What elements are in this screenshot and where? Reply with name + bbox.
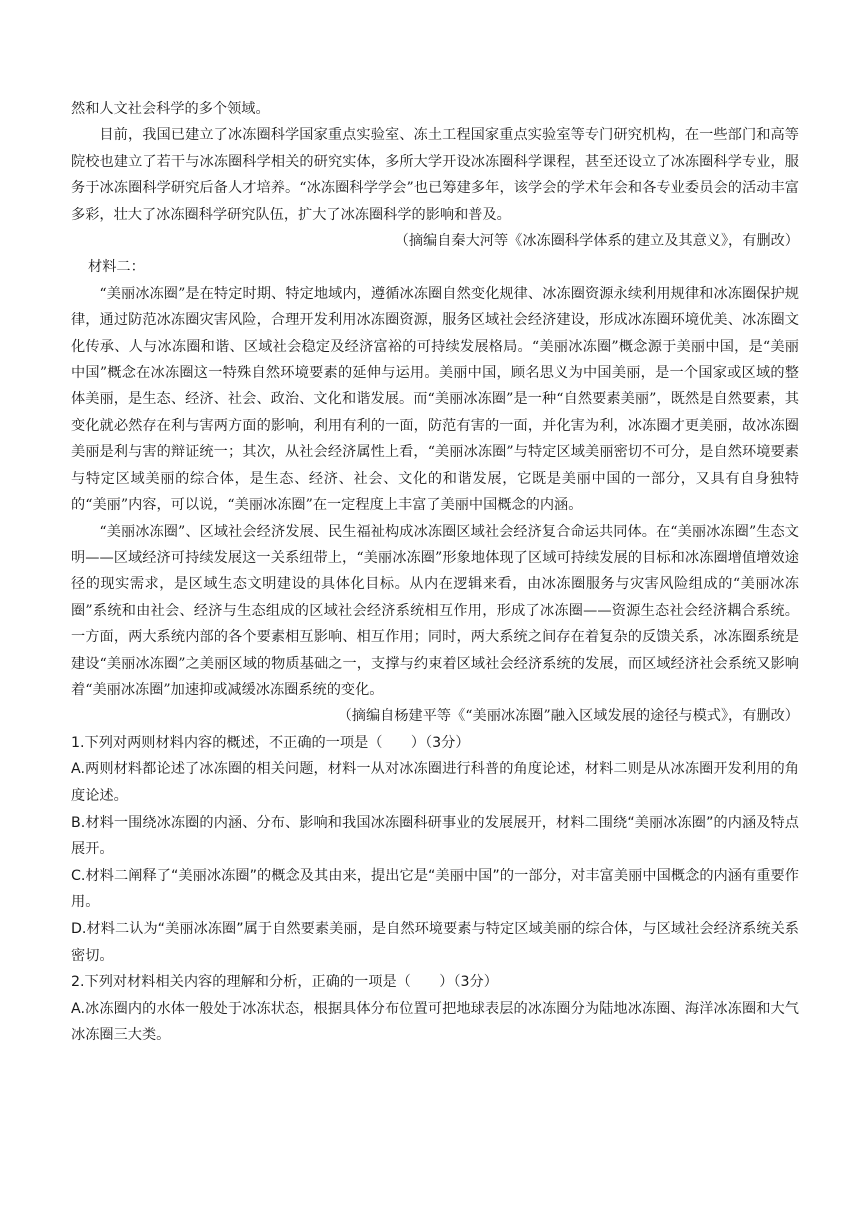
material-one-paragraph-end: 然和人文社会科学的多个领域。 [71, 101, 270, 117]
material-two-heading: 材料二： [88, 259, 145, 276]
question-1-option-d: D.材料二认为“美丽冰冻圈”属于自然要素美丽，是自然环境要素与特定区域美丽的综合体，与区域社会经济系统关系密切。 [71, 920, 799, 964]
question-2-option-a: A.冰冻圈内的水体一般处于冰冻状态，根据具体分布位置可把地球表层的冰冻圈分为陆地冰冻圈、海洋冰冻圈和大气冰冻圈三大类。 [71, 1000, 799, 1044]
question-1-option-b: B.材料一围绕冰冻圈的内涵、分布、影响和我国冰冻圈科研事业的发展展开，材料二围绕“美丽冰冻圈”的内涵及特点展开。 [71, 814, 799, 858]
material-one-source: （摘编自秦大河等《冰冻圈科学体系的建立及其意义》，有删改） [394, 233, 799, 250]
material-one-paragraph-2: 目前，我国已建立了冰冻圈科学国家重点实验室、冻土工程国家重点实验室等专门研究机构，在一些部门和高等院校也建立了若干与冰冻圈科学相关的研究实体，多所大学开设冰冻圈科学课程，甚至还设立了冰冻圈科学专业，服务于冰冻圈科学研究后备人才培养。“冰冻圈科学学会”也已筹建多年，该学会的学术年会和各专业委员会的活动丰富多彩，壮大了冰冻圈科学研究队伍，扩大了冰冻圈科学的影响和普及。 [71, 127, 799, 223]
question-2-stem: 2.下列对材料相关内容的理解和分析，正确的一项是（ ）（3分） [71, 974, 498, 991]
question-1-option-a: A.两则材料都论述了冰冻圈的相关问题，材料一从对冰冻圈进行科普的角度论述，材料二则是从冰冻圈开发利用的角度论述。 [71, 761, 799, 804]
material-two-paragraph-2: “美丽冰冻圈”、区域社会经济发展、民生福祉构成冰冻圈区域社会经济复合命运共同体。在“美丽冰冻圈”生态文明——区域经济可持续发展这一关系纽带上，“美丽冰冻圈”形象地体现了区域可持续发展的目标和冰冻圈增值增效途径的现实需求，是区域生态文明建设的具体化目标。从内在逻辑来看，由冰冻圈服务与灾害风险组成的“美丽冰冻圈”系统和由社会、经济与生态组成的区域社会经济系统相互作用，形成了冰冻圈——资源生态社会经济耦合系统。一方面，两大系统内部的各个要素相互影响、相互作用；同时，两大系统之间存在着复杂的反馈关系，冰冻圈系统是建设“美丽冰冻圈”之美丽区域的物质基础之一，支撑与约束着区域社会经济系统的发展，而区域经济社会系统又影响着“美丽冰冻圈”加速抑或减缓冰冻圈系统的变化。 [71, 523, 799, 698]
material-two-paragraph-1: “美丽冰冻圈”是在特定时期、特定地域内，遵循冰冻圈自然变化规律、冰冻圈资源永续利用规律和冰冻圈保护规律，通过防范冰冻圈灾害风险，合理开发利用冰冻圈资源，服务区域社会经济建设，形成冰冻圈环境优美、冰冻圈文化传承、人与冰冻圈和谐、区域社会稳定及经济富裕的可持续发展格局。“美丽冰冻圈”概念源于美丽中国，是“美丽中国”概念在冰冻圈这一特殊自然环境要素的延伸与运用。美丽中国，顾名思义为中国美丽，是一个国家或区域的整体美丽，是生态、经济、社会、政治、文化和谐发展。而“美丽冰冻圈”是一种“自然要素美丽”，既然是自然要素，其变化就必然存在利与害两方面的影响，利用有利的一面，防范有害的一面，并化害为利，冰冻圈才更美丽，故冰冻圈美丽是利与害的辩证统一；其次，从社会经济属性上看，“美丽冰冻圈”与特定区域美丽密切不可分，是自然环境要素与特定区域美丽的综合体，是生态、经济、社会、文化的和谐发展，它既是美丽中国的一部分，又具有自身独特的“美丽”内容，可以说，“美丽冰冻圈”在一定程度上丰富了美丽中国概念的内涵。 [71, 285, 799, 514]
question-1-option-c: C.材料二阐释了“美丽冰冻圈”的概念及其由来，提出它是“美丽中国”的一部分，对丰富美丽中国概念的内涵有重要作用。 [71, 867, 799, 911]
material-two-source: （摘编自杨建平等《“美丽冰冻圈”融入区域发展的途径与模式》，有删改） [337, 708, 799, 725]
page-content [71, 96, 799, 1049]
question-1-stem: 1.下列对两则材料内容的概述，不正确的一项是（ ）（3分） [71, 734, 470, 751]
